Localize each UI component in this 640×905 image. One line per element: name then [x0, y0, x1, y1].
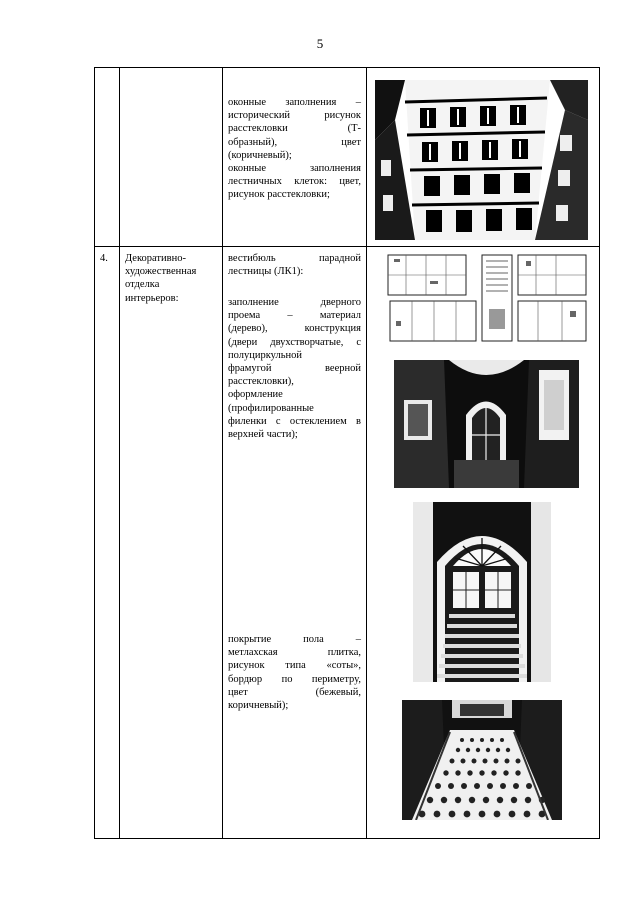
text-line: Декоративно- [125, 253, 186, 264]
table-left-border [94, 67, 95, 839]
column-divider-2 [222, 67, 223, 839]
arched-door-photo [413, 502, 551, 682]
row-number: 4. [100, 253, 108, 264]
text-line: исторический рисунок [228, 110, 361, 122]
text-line: расстекловки), [228, 376, 294, 388]
text-line: рисунок типа «соты», [228, 660, 361, 672]
facade-photo [375, 80, 588, 240]
vestibule-photo [394, 360, 579, 488]
text-line: (коричневый); [228, 149, 292, 161]
text-line: интерьеров: [125, 292, 179, 304]
text-line: рисунок расстекловки; [228, 189, 330, 201]
text-line: (двери двухстворчатые, с [228, 336, 361, 348]
text-line: расстекловки (Т- [228, 123, 361, 135]
text-line: коричневый); [228, 700, 289, 712]
text-line: художественная [125, 266, 197, 278]
text-line: оконные заполнения – [228, 97, 361, 108]
floor-tile-photo [402, 700, 562, 820]
floor-plan-image [386, 251, 589, 347]
text-line: метлахская плитка, [228, 647, 361, 659]
row-prev-description [228, 96, 361, 202]
text-line: проема – материал [228, 310, 361, 322]
text-line: лестничных клеток: цвет, [228, 176, 361, 188]
text-line: оконные заполнения [228, 163, 361, 175]
text-line: (профилированные [228, 402, 314, 414]
text-line: цвет (бежевый, [228, 686, 361, 698]
column-divider-3 [366, 67, 367, 839]
text-line: вестибюль парадной [228, 253, 361, 264]
text-line: оформление [228, 389, 283, 401]
text-line: образный), цвет [228, 136, 361, 148]
text-line: бордюр по периметру, [228, 673, 361, 685]
column-divider-1 [119, 67, 120, 839]
text-line: лестницы (ЛК1): [228, 266, 304, 278]
vestibule-heading [228, 252, 361, 278]
text-line: отделка [125, 279, 160, 291]
text-line: полуциркульной [228, 349, 302, 361]
text-line: филенки с остеклением в [228, 415, 361, 427]
door-description [228, 296, 361, 441]
text-line: верхней части); [228, 429, 298, 441]
text-line: покрытие пола – [228, 634, 361, 645]
table-bottom-border [94, 838, 600, 839]
text-line: фрамугой веерной [228, 363, 361, 375]
row-divider [94, 246, 600, 247]
page-number: 5 [316, 36, 324, 51]
table-top-border [94, 67, 600, 68]
floor-description [228, 633, 361, 712]
text-line: заполнение дверного [228, 297, 361, 308]
row-title [125, 252, 220, 305]
text-line: (дерево), конструкция [228, 323, 361, 335]
table-right-border [599, 67, 600, 839]
